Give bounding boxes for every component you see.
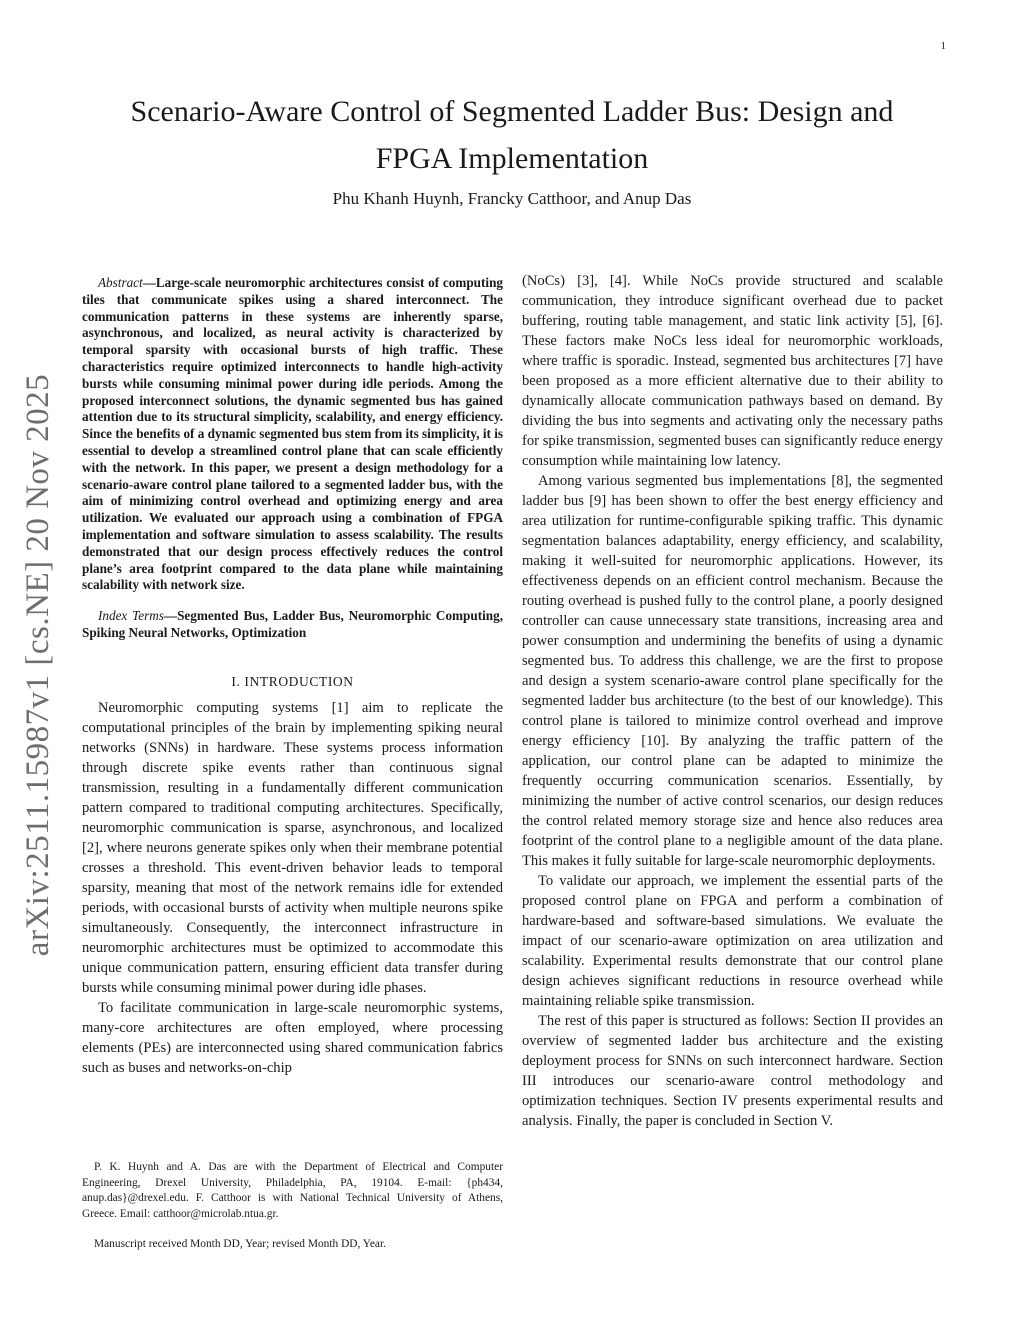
right-paragraph-2: Among various segmented bus implementations [8], the segmented ladder bus [9] has been shown to offer the best energy efficiency and area utilization for runtime-configurable spiking traffic. This dynamic segmentation balances adaptability, energy efficiency, and scalability, making it well-suited for neuromorphic applications. However, its effectiveness depends on an efficient control mechanism. Because the routing overhead is pushed fully to the control plane, a poorly designed controller can cause unnecessary state transitions, increasing area and power consumption and undermining the benefits of using a dynamic segmented bus. To address this challenge, we are the first to propose and design a system scenario-aware control plane specifically for the segmented ladder bus architecture (to the best of our knowledge). This control plane is tailored to minimize control overhead and improve energy efficiency [10]. By analyzing the traffic pattern of the application, our control plane can be adapted to minimize the frequently occurring communication scenarios. Essentially, by minimizing the number of active control scenarios, our design reduces the control related memory storage size and hence also reduces area footprint of the control plane to a negligible amount of the data plane. This makes it fully suitable for large-scale neuromorphic deployments. [522,473,943,869]
abstract-label: Abstract [98,275,143,290]
right-paragraph-4: The rest of this paper is structured as follows: Section II provides an overview of segmented ladder bus architecture and the existing deployment process for SNNs on such interconnect hardware. Section III introduces our scenario-aware control methodology and optimization techniques. Section IV presents experimental results and analysis. Finally, the paper is concluded in Section V. [522,1013,943,1129]
right-paragraph-3: To validate our approach, we implement the essential parts of the proposed control plane on FPGA and perform a combination of hardware-based and software-based simulations. We evaluate the impact of our scenario-aware optimization on area utilization and scalability. Experimental results demonstrate that our control plane design achieves significant reductions in resource overhead while maintaining reliable spike transmission. [522,873,943,1009]
abstract [82,275,503,594]
author-list: Phu Khanh Huynh, Francky Catthoor, and Anup Das [332,189,692,208]
paper-title: Scenario-Aware Control of Segmented Ladder Bus: Design and FPGA Implementation [130,95,894,175]
index-terms-text: —Segmented Bus, Ladder Bus, Neuromorphic Computing, Spiking Neural Networks, Optimization [82,608,503,640]
manuscript-footnote: Manuscript received Month DD, Year; revised Month DD, Year. [94,1238,386,1250]
index-terms [82,608,503,642]
section-heading-introduction: I. INTRODUCTION [231,673,354,689]
left-column [82,271,503,1078]
intro-paragraph-2: To facilitate communication in large-scale neuromorphic systems, many-core architectures are often employed, where processing elements (PEs) are interconnected using shared communication fabrics such as buses and networks-on-chip [82,999,503,1076]
arxiv-identifier[interactable]: arXiv:2511.15987v1 [cs.NE] 20 Nov 2025 [20,373,56,957]
right-paragraph-1: (NoCs) [3], [4]. While NoCs provide structured and scalable communication, they introduce significant overhead due to packet buffering, routing table management, and static link activity [5], [6]. These factors make NoCs less ideal for neuromorphic workloads, where traffic is sporadic. Instead, segmented bus architectures [7] have been proposed as a more efficient alternative due to their ability to dynamically allocate communication pathways based on demand. By dividing the bus into segments and activating only the necessary paths for spike transmission, segmented buses can significantly reduce energy consumption while maintaining low latency. [522,273,943,469]
index-terms-label: Index Terms [98,608,164,624]
right-column [522,271,943,1131]
intro-paragraph-1: Neuromorphic computing systems [1] aim to replicate the computational principles of the brain by implementing spiking neural networks (SNNs) in hardware. These systems process information through discrete spike events rather than continuous signal transmission, resulting in a fundamentally different communication pattern compared to traditional computing architectures. Specifically, neuromorphic communication is sparse, asynchronous, and localized [2], where neurons generate spikes only when their membrane potential crosses a threshold. This event-driven behavior leads to temporal sparsity, meaning that most of the network remains idle for extended periods, with occasional bursts of activity when multiple neurons spike simultaneously. Consequently, the interconnect infrastructure in neuromorphic architectures must be optimized to accommodate this unique communication pattern, ensuring efficient data transfer during bursts while consuming minimal power during idle phases. [82,699,503,996]
page-number: 1 [940,40,946,52]
abstract-text: —Large-scale neuromorphic architectures consist of computing tiles that communicate spikes using a shared interconnect. The communication patterns in these systems are inherently sparse, asynchronous, and localized, as neural activity is characterized by temporal sparsity with occasional bursts of high traffic. These characteristics require optimized interconnects to handle high-activity bursts while consuming minimal power during idle periods. Among the proposed interconnect solutions, the dynamic segmented bus has gained attention due to its structural simplicity, scalability, and energy efficiency. Since the benefits of a dynamic segmented bus stem from its simplicity, it is essential to develop a streamlined control plane that can scale efficiently with the network. In this paper, we present a design methodology for a scenario-aware control plane tailored to a segmented ladder bus, with the aim of minimizing control overhead and optimizing energy and area utilization. We evaluated our approach using a combination of FPGA implementation and software simulation to assess scalability. The results demonstrated that our design process effectively reduces the control plane’s area footprint compared to the data plane while maintaining scalability with network size. [82,275,504,593]
arxiv-sidebar [8,365,68,965]
author-affiliation-footnote: P. K. Huynh and A. Das are with the Department of Electrical and Computer Engineering, Drexel University, Philadelphia, PA, 19104. E-mail: {ph434, anup.das}@drexel.edu. F. Catthoor is with National Technical University of Athens, Greece. Email: catthoor@microlab.ntua.gr. [82,1161,503,1220]
